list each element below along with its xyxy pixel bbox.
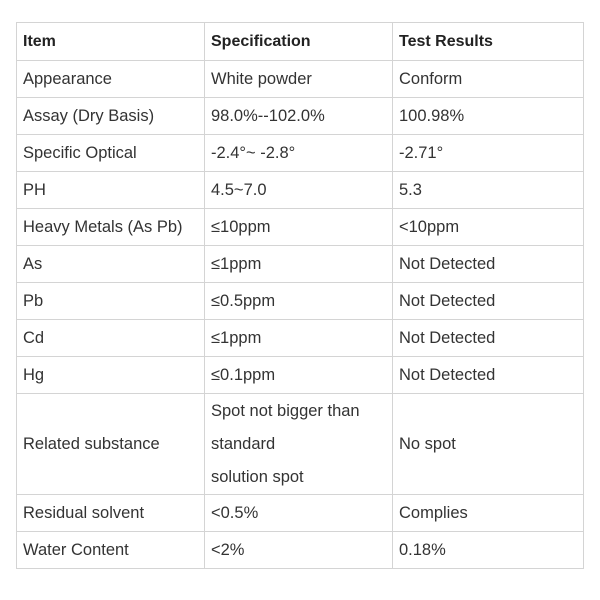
cell-item: Water Content bbox=[17, 532, 205, 569]
cell-specification bbox=[205, 246, 393, 283]
cell-specification bbox=[205, 209, 393, 246]
cell-item: Specific Optical bbox=[17, 135, 205, 172]
cell-specification bbox=[205, 283, 393, 320]
cell-specification bbox=[205, 61, 393, 98]
cell-test-result: -2.71° bbox=[393, 135, 584, 172]
cell-item: Residual solvent bbox=[17, 495, 205, 532]
cell-test-result: Not Detected bbox=[393, 283, 584, 320]
table-row bbox=[17, 172, 584, 209]
cell-specification bbox=[205, 320, 393, 357]
specification-text: 4.5~7.0 bbox=[211, 180, 267, 199]
table-row bbox=[17, 495, 584, 532]
specification-text: ≤0.5ppm bbox=[211, 291, 276, 310]
cell-test-result: <10ppm bbox=[393, 209, 584, 246]
cell-test-result: 100.98% bbox=[393, 98, 584, 135]
header-item: Item bbox=[17, 23, 205, 61]
table-row bbox=[17, 283, 584, 320]
table-row bbox=[17, 532, 584, 569]
cell-test-result: Not Detected bbox=[393, 320, 584, 357]
specification-text: <2% bbox=[211, 540, 245, 559]
cell-test-result: Not Detected bbox=[393, 246, 584, 283]
specification-text: Spot not bigger than bbox=[211, 401, 360, 420]
specification-text: ≤1ppm bbox=[211, 328, 262, 347]
cell-item: Cd bbox=[17, 320, 205, 357]
table-row bbox=[17, 394, 584, 495]
specification-text: solution spot bbox=[211, 467, 304, 486]
cell-test-result: 0.18% bbox=[393, 532, 584, 569]
header-specification: Specification bbox=[205, 23, 393, 61]
specification-text: -2.4°~ -2.8° bbox=[211, 143, 296, 162]
cell-specification bbox=[205, 495, 393, 532]
cell-test-result: 5.3 bbox=[393, 172, 584, 209]
cell-test-result: Not Detected bbox=[393, 357, 584, 394]
specification-text: ≤1ppm bbox=[211, 254, 262, 273]
cell-item: Related substance bbox=[17, 394, 205, 495]
cell-specification bbox=[205, 172, 393, 209]
cell-test-result: Conform bbox=[393, 61, 584, 98]
table-row bbox=[17, 357, 584, 394]
cell-specification bbox=[205, 394, 393, 495]
spec-table-container bbox=[16, 22, 583, 569]
cell-item: PH bbox=[17, 172, 205, 209]
cell-specification bbox=[205, 357, 393, 394]
table-header bbox=[17, 23, 584, 61]
table-row bbox=[17, 98, 584, 135]
cell-item: Hg bbox=[17, 357, 205, 394]
table-row bbox=[17, 135, 584, 172]
table-row bbox=[17, 320, 584, 357]
cell-test-result: No spot bbox=[393, 394, 584, 495]
table-row bbox=[17, 61, 584, 98]
specification-text: ≤0.1ppm bbox=[211, 365, 276, 384]
specification-text: White powder bbox=[211, 69, 312, 88]
table-row bbox=[17, 209, 584, 246]
table-row bbox=[17, 246, 584, 283]
cell-test-result: Complies bbox=[393, 495, 584, 532]
cell-item: Appearance bbox=[17, 61, 205, 98]
specification-text: <0.5% bbox=[211, 503, 259, 522]
cell-specification bbox=[205, 98, 393, 135]
cell-item: As bbox=[17, 246, 205, 283]
spec-table bbox=[16, 22, 584, 569]
specification-text: 98.0%--102.0% bbox=[211, 106, 325, 125]
cell-specification bbox=[205, 532, 393, 569]
specification-text: ≤10ppm bbox=[211, 217, 271, 236]
header-row bbox=[17, 23, 584, 61]
cell-item: Pb bbox=[17, 283, 205, 320]
cell-item: Assay (Dry Basis) bbox=[17, 98, 205, 135]
cell-item: Heavy Metals (As Pb) bbox=[17, 209, 205, 246]
specification-text: standard bbox=[211, 434, 276, 453]
table-body bbox=[17, 61, 584, 569]
cell-specification bbox=[205, 135, 393, 172]
header-test-results: Test Results bbox=[393, 23, 584, 61]
